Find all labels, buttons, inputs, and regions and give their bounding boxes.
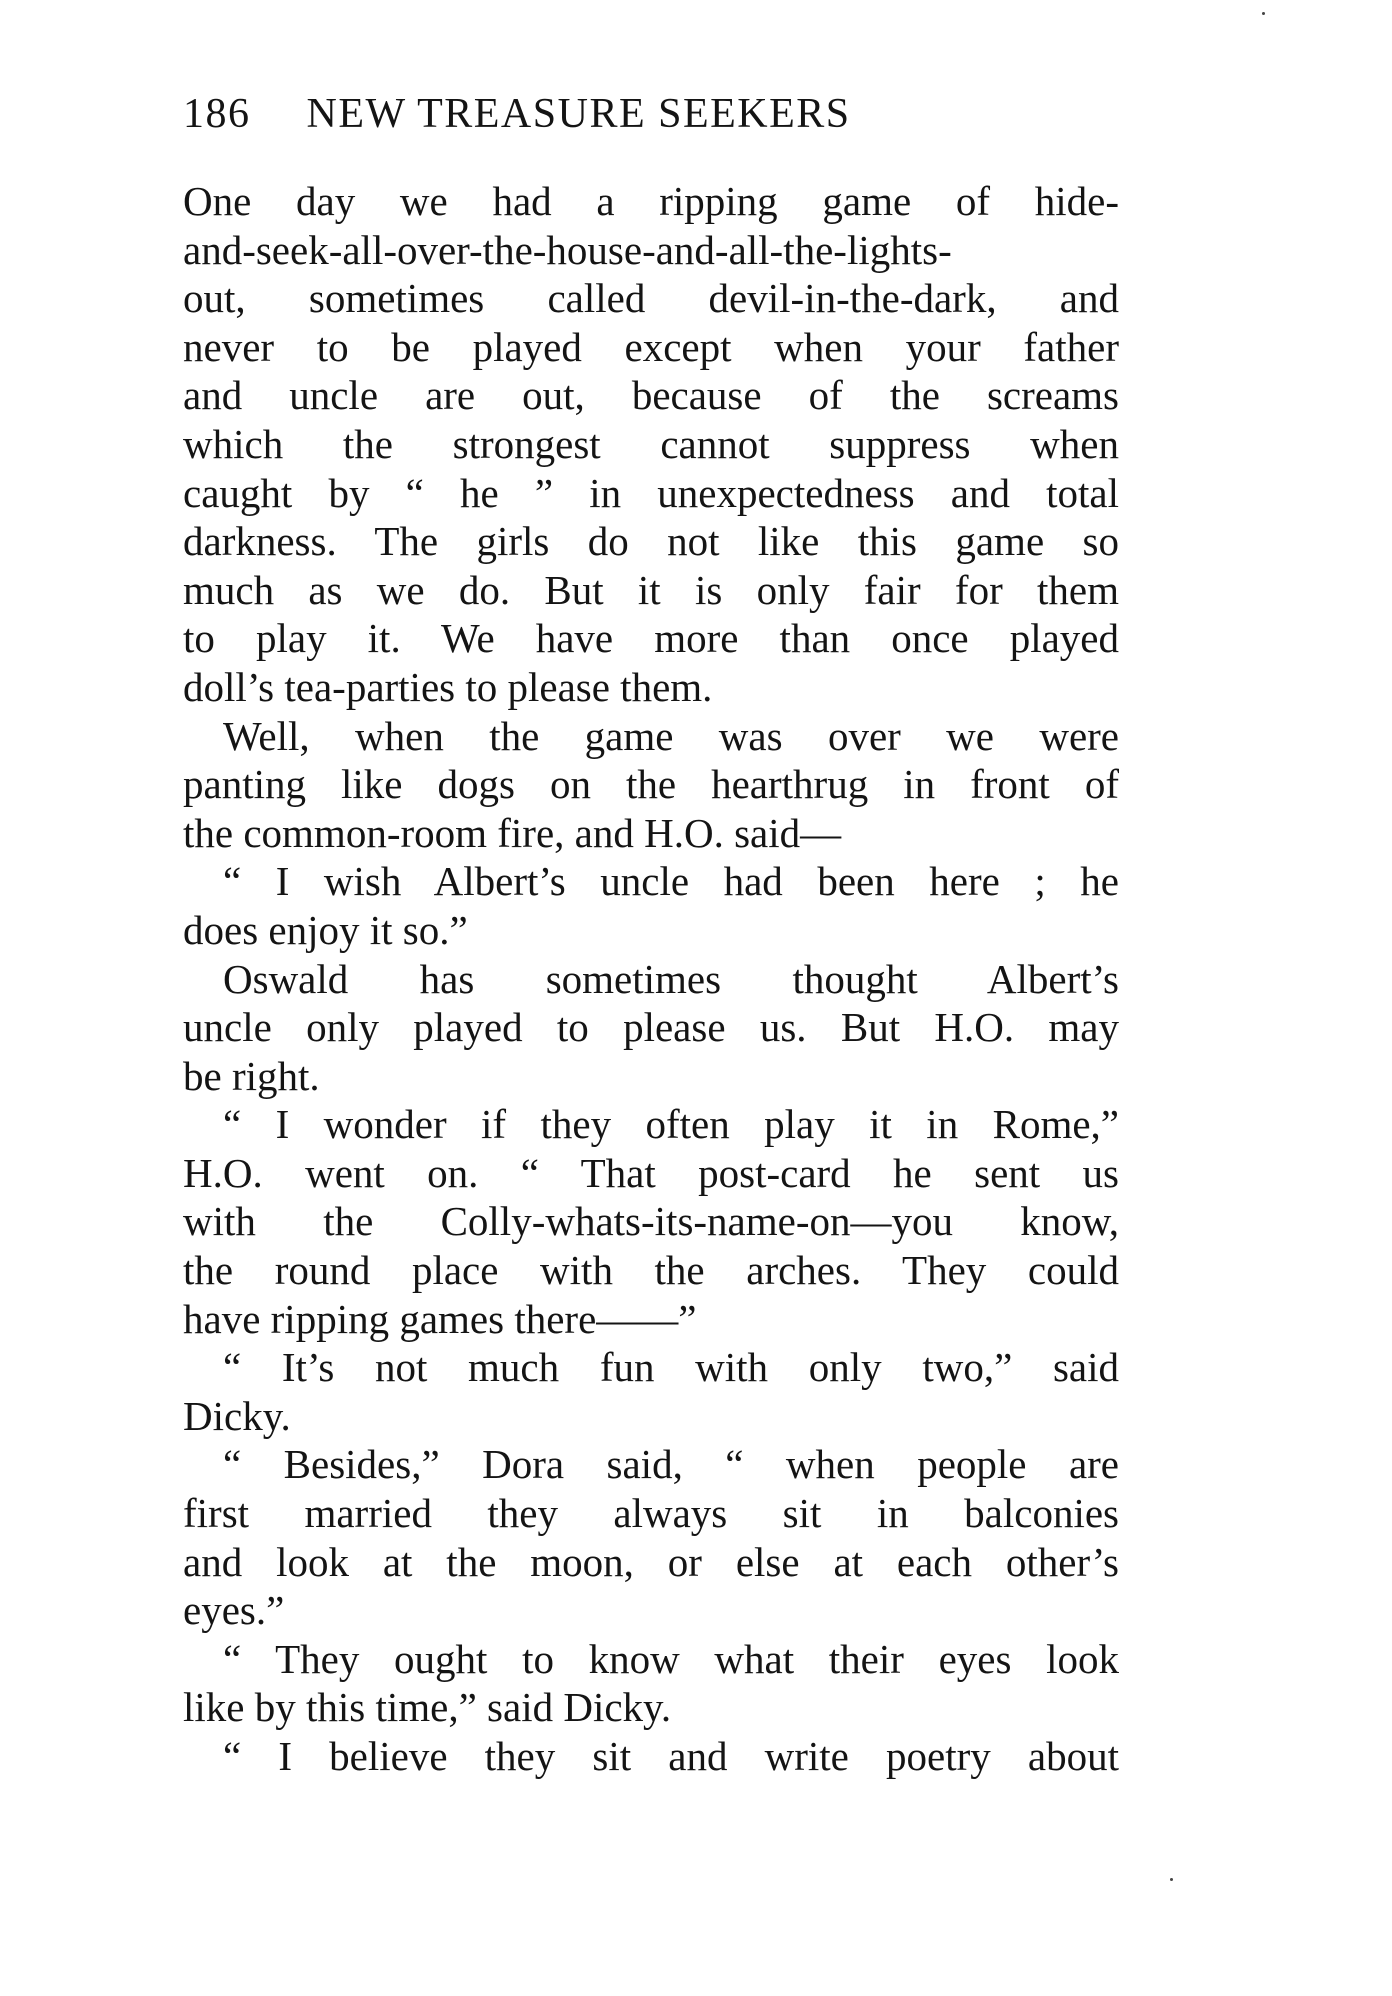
text-line: with the Colly-whats-its-name-on—you know, [183,1198,1119,1245]
text-line: be right. [183,1052,320,1099]
text-line: “ They ought to know what their eyes look [223,1635,1119,1682]
text-line: One day we had a ripping game of hide- [183,178,1119,224]
text-line: and look at the moon, or else at each other’s [183,1538,1119,1585]
text-line: first married they always sit in balconies [183,1490,1119,1537]
print-speck [1262,12,1265,15]
text-line: panting like dogs on the hearthrug in front of [183,761,1119,808]
text-line: Dicky. [183,1392,291,1439]
body-text [183,177,1119,1781]
text-line: eyes.” [183,1587,285,1634]
text-line: darkness. The girls do not like this game so [183,518,1119,565]
text-line: much as we do. But it is only fair for them [183,566,1119,613]
text-line: and-seek-all-over-the-house-and-all-the-lights- [183,226,952,273]
text-line: “ It’s not much fun with only two,” said [223,1344,1119,1391]
text-line: to play it. We have more than once played [183,615,1119,662]
print-speck [1170,1878,1173,1881]
text-line: caught by “ he ” in unexpectedness and total [183,469,1119,516]
running-head [183,86,1143,142]
text-line: like by this time,” said Dicky. [183,1684,672,1731]
text-line: which the strongest cannot suppress when [183,420,1119,467]
book-title: NEW TREASURE SEEKERS [306,91,851,137]
text-line: and uncle are out, because of the screams [183,372,1119,419]
text-line: the round place with the arches. They could [183,1247,1119,1294]
text-line: the common-room fire, and H.O. said— [183,809,842,856]
text-line: doll’s tea-parties to please them. [183,663,713,710]
text-line: Well, when the game was over we were [223,712,1119,759]
text-line: “ I believe they sit and write poetry about [223,1733,1119,1779]
text-line: “ I wish Albert’s uncle had been here ; he [223,858,1119,905]
text-line: uncle only played to please us. But H.O. may [183,1004,1119,1051]
text-line: have ripping games there——” [183,1295,697,1342]
text-line: does enjoy it so.” [183,906,468,953]
text-line: “ I wonder if they often play it in Rome,” [223,1101,1119,1148]
text-line: “ Besides,” Dora said, “ when people are [223,1441,1119,1488]
text-line: Oswald has sometimes thought Albert’s [223,955,1119,1002]
text-line: out, sometimes called devil-in-the-dark, and [183,275,1119,322]
text-line: never to be played except when your father [183,323,1119,370]
page-number: 186 [183,91,251,137]
text-line: H.O. went on. “ That post-card he sent us [183,1149,1119,1196]
